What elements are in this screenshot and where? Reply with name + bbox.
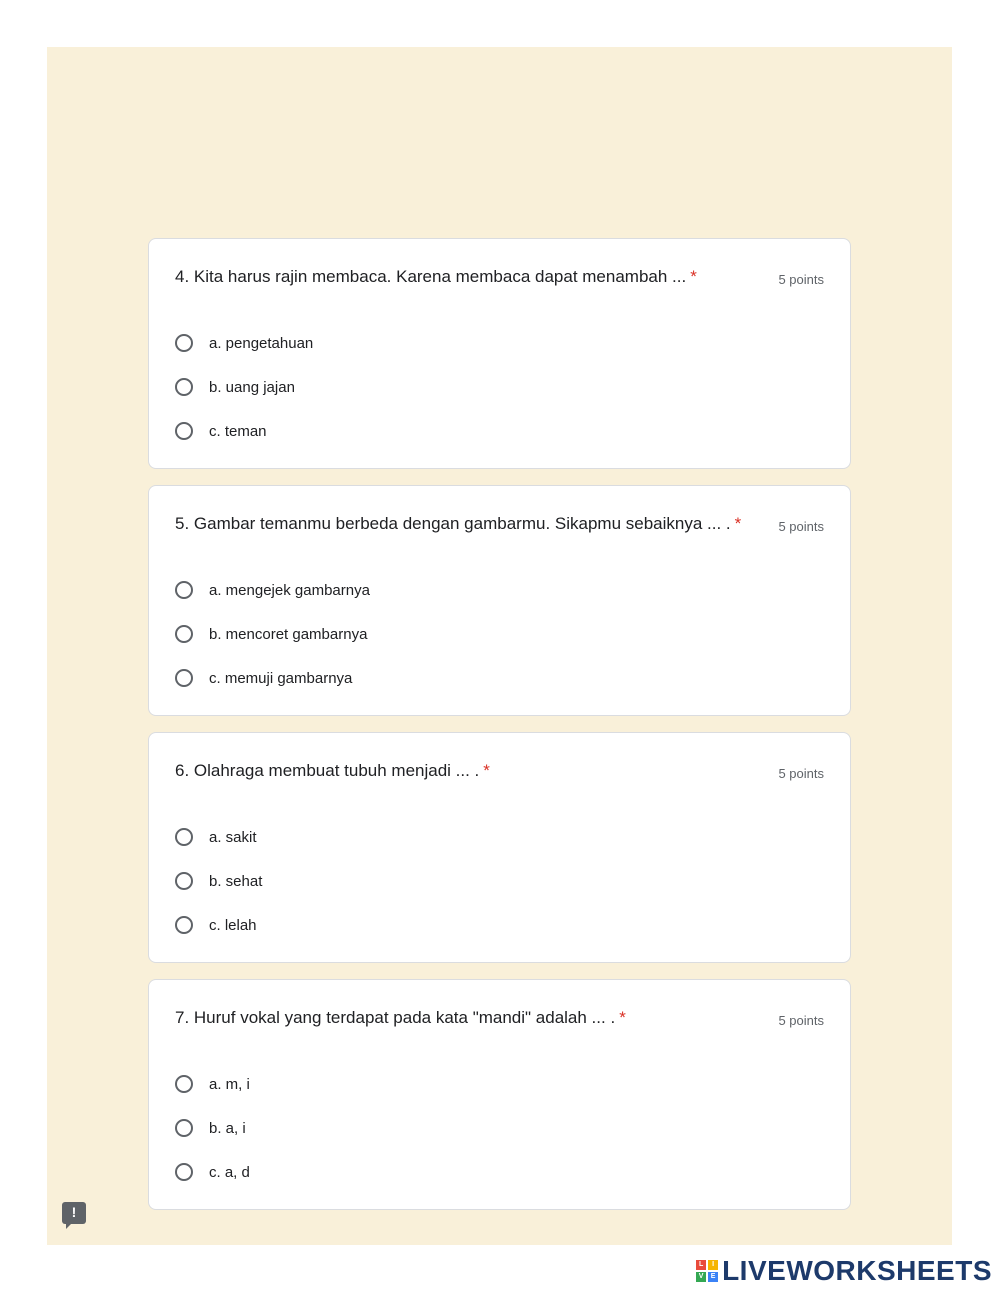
logo-letter: L (696, 1260, 706, 1270)
option-b[interactable] (175, 1106, 250, 1150)
radio-button[interactable] (175, 1163, 193, 1181)
radio-button[interactable] (175, 581, 193, 599)
option-a[interactable] (175, 321, 313, 365)
logo-letter: E (708, 1272, 718, 1282)
question-title: 5. Gambar temanmu berbeda dengan gambarmu. Sikapmu sebaiknya ... . * (175, 514, 742, 533)
liveworksheets-brand (696, 1256, 992, 1286)
radio-button[interactable] (175, 669, 193, 687)
option-list (175, 815, 262, 947)
option-label: a. sakit (209, 828, 257, 846)
option-b[interactable] (175, 859, 262, 903)
option-label: c. a, d (209, 1163, 250, 1181)
question-points: 5 points (778, 1013, 824, 1028)
option-list (175, 1062, 250, 1194)
required-mark: * (483, 761, 490, 780)
radio-button[interactable] (175, 1119, 193, 1137)
required-mark: * (619, 1008, 626, 1027)
radio-button[interactable] (175, 828, 193, 846)
radio-button[interactable] (175, 1075, 193, 1093)
option-label: b. mencoret gambarnya (209, 625, 368, 643)
question-title: 7. Huruf vokal yang terdapat pada kata "mandi" adalah ... . * (175, 1008, 626, 1027)
option-b[interactable] (175, 365, 313, 409)
option-label: b. sehat (209, 872, 263, 890)
question-points: 5 points (778, 766, 824, 781)
option-label: b. uang jajan (209, 378, 295, 396)
radio-button[interactable] (175, 625, 193, 643)
option-c[interactable] (175, 1150, 250, 1194)
option-a[interactable] (175, 1062, 250, 1106)
option-label: b. a, i (209, 1119, 246, 1137)
brand-name: LIVEWORKSHEETS (722, 1255, 992, 1286)
logo-letter: V (696, 1272, 706, 1282)
question-card-6 (148, 732, 851, 963)
radio-button[interactable] (175, 916, 193, 934)
option-list (175, 321, 313, 453)
question-points: 5 points (778, 519, 824, 534)
report-problem-icon[interactable]: ! (62, 1202, 86, 1224)
question-card-4 (148, 238, 851, 469)
radio-button[interactable] (175, 334, 193, 352)
option-a[interactable] (175, 568, 370, 612)
radio-button[interactable] (175, 872, 193, 890)
question-card-7 (148, 979, 851, 1210)
option-c[interactable] (175, 656, 370, 700)
question-points: 5 points (778, 272, 824, 287)
liveworksheets-logo-icon (696, 1260, 718, 1282)
option-label: a. mengejek gambarnya (209, 581, 370, 599)
question-title: 6. Olahraga membuat tubuh menjadi ... . * (175, 761, 490, 780)
option-label: c. lelah (209, 916, 257, 934)
radio-button[interactable] (175, 422, 193, 440)
required-mark: * (690, 267, 697, 286)
option-c[interactable] (175, 903, 262, 947)
question-card-5 (148, 485, 851, 716)
option-b[interactable] (175, 612, 370, 656)
option-label: c. memuji gambarnya (209, 669, 353, 687)
option-label: a. pengetahuan (209, 334, 314, 352)
required-mark: * (734, 514, 742, 533)
logo-letter: I (708, 1260, 718, 1270)
option-label: c. teman (209, 422, 267, 440)
question-title: 4. Kita harus rajin membaca. Karena membaca dapat menambah ... * (175, 267, 697, 286)
radio-button[interactable] (175, 378, 193, 396)
option-a[interactable] (175, 815, 262, 859)
option-list (175, 568, 370, 700)
option-c[interactable] (175, 409, 313, 453)
option-label: a. m, i (209, 1075, 250, 1093)
